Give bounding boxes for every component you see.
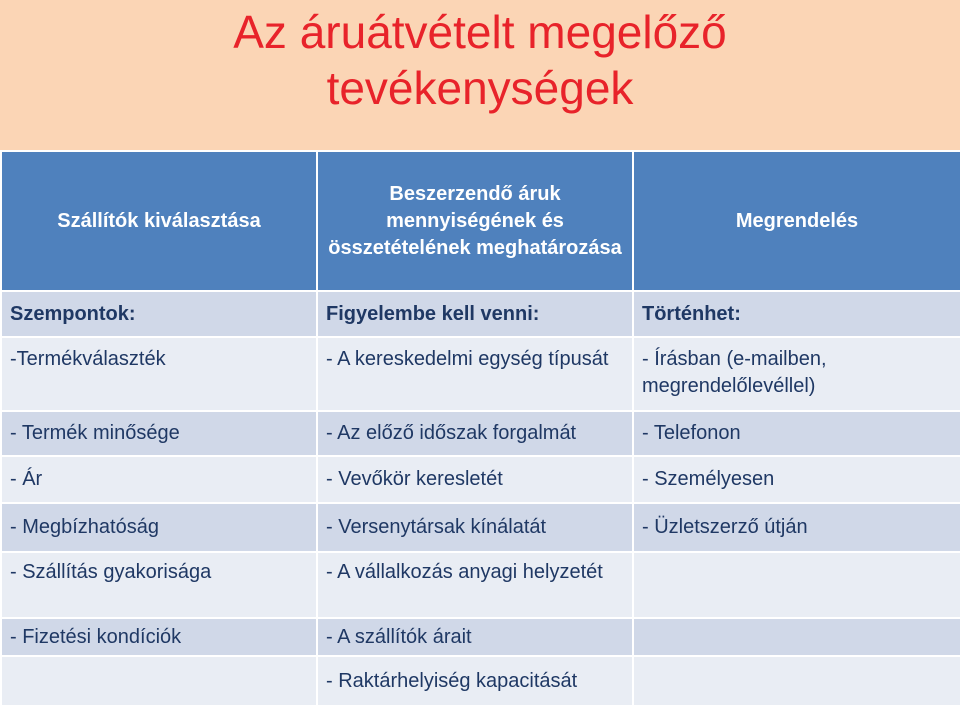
table-row xyxy=(1,411,960,456)
table-cell: - A vállalkozás anyagi helyzetét xyxy=(317,552,633,618)
table-cell: - Fizetési kondíciók xyxy=(1,618,317,656)
slide-title xyxy=(0,0,960,150)
table-cell: - A szállítók árait xyxy=(317,618,633,656)
table-cell: - A kereskedelmi egység típusát xyxy=(317,337,633,411)
table-row xyxy=(1,456,960,503)
table-cell: - Írásban (e-mailben, megrendelőlevéllel) xyxy=(633,337,960,411)
table-cell: - Telefonon xyxy=(633,411,960,456)
header-quantity-determination: Beszerzendő áruk mennyiségének és összetételének meghatározása xyxy=(317,151,633,291)
table-cell xyxy=(633,618,960,656)
subheader-criteria: Szempontok: xyxy=(1,291,317,337)
table-row xyxy=(1,552,960,618)
table-cell: -Termékválaszték xyxy=(1,337,317,411)
activities-table-wrapper xyxy=(0,150,960,703)
table-cell xyxy=(633,656,960,706)
table-cell: - Termék minősége xyxy=(1,411,317,456)
table-cell: - Az előző időszak forgalmát xyxy=(317,411,633,456)
table-header-row xyxy=(1,151,960,291)
table-row xyxy=(1,618,960,656)
activities-table xyxy=(0,150,960,707)
table-cell: - Raktárhelyiség kapacitását xyxy=(317,656,633,706)
table-row xyxy=(1,656,960,706)
table-cell: - Szállítás gyakorisága xyxy=(1,552,317,618)
header-ordering: Megrendelés xyxy=(633,151,960,291)
subheader-can-happen: Történhet: xyxy=(633,291,960,337)
table-cell: - Megbízhatóság xyxy=(1,503,317,552)
table-cell: - Ár xyxy=(1,456,317,503)
table-cell: - Versenytársak kínálatát xyxy=(317,503,633,552)
table-cell: - Üzletszerző útján xyxy=(633,503,960,552)
table-row xyxy=(1,503,960,552)
slide-title-line-2: tevékenységek xyxy=(326,62,634,114)
table-row xyxy=(1,337,960,411)
table-subheader-row xyxy=(1,291,960,337)
subheader-consider: Figyelembe kell venni: xyxy=(317,291,633,337)
table-cell xyxy=(633,552,960,618)
table-cell: - Személyesen xyxy=(633,456,960,503)
slide-title-line-1: Az áruátvételt megelőző xyxy=(233,6,727,58)
table-cell xyxy=(1,656,317,706)
table-cell: - Vevőkör keresletét xyxy=(317,456,633,503)
header-supplier-selection: Szállítók kiválasztása xyxy=(1,151,317,291)
